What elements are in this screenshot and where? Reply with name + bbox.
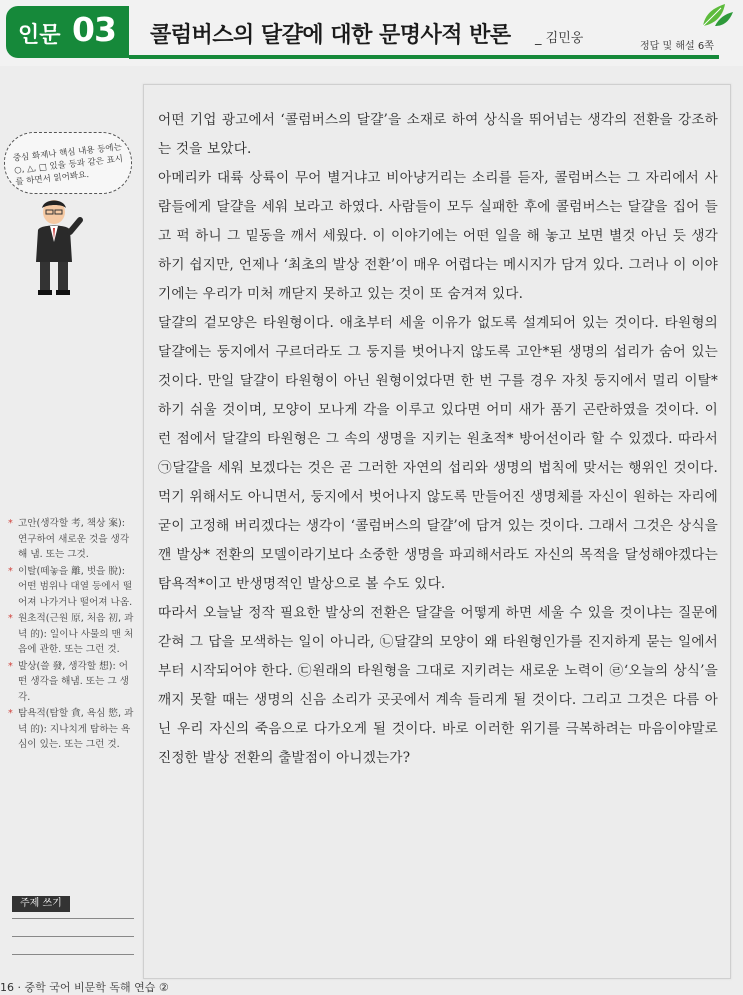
note-star: *: [8, 565, 13, 577]
paragraph-2: 아메리카 대륙 상륙이 무어 별거냐고 비아냥거리는 소리를 듣자, 콜럼버스는 그 자리에서 사람들에게 달걀을 세워 보라고 하였다. 사람들이 모두 실패한 후에 콜럼버스는 달걀을 집어 들고 퍽 하니 그 밑동을 깨서 세웠다. 이 이야기에는 어떤 일을 해 놓고 보면 별것 아닌 듯 생각하기 쉽지만, 언제나 ‘최초의 발상 전환’이 매우 어렵다는 메시지가 담겨 있다. 그러나 이 이야기에는 우리가 미처 깨닫지 못하고 있는 것이 또 숨겨져 있다.: [158, 170, 718, 302]
writing-line: [12, 918, 134, 919]
note-star: *: [8, 660, 13, 672]
note-star: *: [8, 518, 13, 529]
author: _ 김민웅: [535, 31, 584, 46]
note-item: * 탐욕적(탐할 貪, 욕심 慾, 과녁 的): 지나치게 탐하는 욕심이 있는. 또는 그런 것.: [8, 708, 134, 750]
chapter-number: 03: [72, 10, 116, 49]
vocabulary-notes: [8, 516, 136, 754]
writing-line: [12, 936, 134, 937]
paragraph-4: 따라서 오늘날 정작 필요한 발상의 전환은 달걀을 어떻게 하면 세울 수 있을 것이냐는 질문에 갇혀 그 답을 모색하는 일이 아니라, ㉡달걀의 모양이 왜 타원형인가를 진지하게 묻는 일에서부터 시작되어야 한다. ㉢원래의 타원형을 그대로 지키려는 새로운 노력이 ㉣‘오늘의 상식’을 깨지 못할 때는 생명의 신음 소리가 곳곳에서 계속 들리게 될 것이다. 그리고 그것은 다름 아닌 우리 자신의 죽음으로 다가오게 될 것이다. 바로 이러한 위기를 극복하려는 마음이야말로 진정한 발상 전환의 출발점이 아니겠는가?: [158, 605, 718, 766]
paragraph-1: 어떤 기업 광고에서 ‘콜럼버스의 달걀’을 소재로 하여 상식을 뛰어넘는 생각의 전환을 강조하는 것을 보았다.: [158, 112, 718, 157]
chapter-header: [0, 0, 743, 66]
note-item: * 발상(쓸 發, 생각할 想): 어떤 생각을 해냄. 또는 그 생각.: [8, 660, 129, 703]
leaf-icon: [695, 0, 735, 30]
theme-writing-area[interactable]: [12, 896, 136, 956]
paragraph-3: 달걀의 겉모양은 타원형이다. 애초부터 세울 이유가 없도록 설계되어 있는 것이다. 타원형의 달걀에는 둥지에서 구르더라도 그 둥지를 벗어나지 않도록 고안*된 생명의 섭리가 숨어 있는 것이다. 만일 달걀이 타원형이 아닌 원형이었다면 한 번 구를 경우 자칫 둥지에서 멀리 이탈*하기 쉬울 것이며, 모양이 모나게 각을 이루고 있다면 어미 새가 품기 곤란하였을 것이다. 이런 점에서 달걀의 타원형은 그 속의 생명을 지키는 원초적* 방어선이라 할 수 있겠다. 따라서 ㉠달걀을 세워 보겠다는 것은 곧 그러한 자연의 섭리와 생명의 법칙에 맞서는 행위인 것이다. 먹기 위해서도 아니면서, 둥지에서 벗어나지 않도록 만들어진 생명체를 자신이 원하는 자리에 굳이 고정해 버리겠다는 생각이 ‘콜럼버스의 달걀’에 담겨 있는 것이다. 그래서 그것은 상식을 깬 발상* 전환의 모델이라기보다 소중한 생명을 파괴해서라도 자신의 목적을 달성해야겠다는 탐욕적*이고 반생명적인 발상으로 볼 수도 있다.: [158, 315, 718, 592]
header-underline: [129, 55, 719, 59]
category-tag: 인문: [18, 23, 61, 48]
note-star: *: [8, 708, 13, 719]
page-footer: 16 · 중학 국어 비문학 독해 연습 ②: [0, 981, 169, 994]
note-item: * 고안(생각할 考, 책상 案): 연구하여 새로운 것을 생각해 냄. 또는 그것.: [8, 518, 130, 560]
teacher-illustration: [28, 196, 84, 296]
answer-reference: 정답 및 해설 6쪽: [640, 41, 714, 52]
tip-bubble-text: 중심 화제나 핵심 내용 등에는 ○, △, □ 있을 등과 같은 표시를 하면서 읽어봐요.: [12, 142, 124, 188]
note-item: * 원초적(근원 原, 처음 初, 과녁 的): 일이나 사물의 맨 처음에 관한. 또는 그런 것.: [8, 613, 134, 655]
theme-label: 주제 쓰기: [12, 896, 70, 912]
page-title: 콜럼버스의 달걀에 대한 문명사적 반론: [150, 23, 511, 48]
passage-text: [158, 106, 718, 773]
note-item: * 이탈(떼놓을 離, 벗을 脫): 어떤 범위나 대열 등에서 떨어져 나가거나 떨어져 나옴.: [8, 565, 133, 608]
note-star: *: [8, 613, 13, 624]
writing-line: [12, 954, 134, 955]
